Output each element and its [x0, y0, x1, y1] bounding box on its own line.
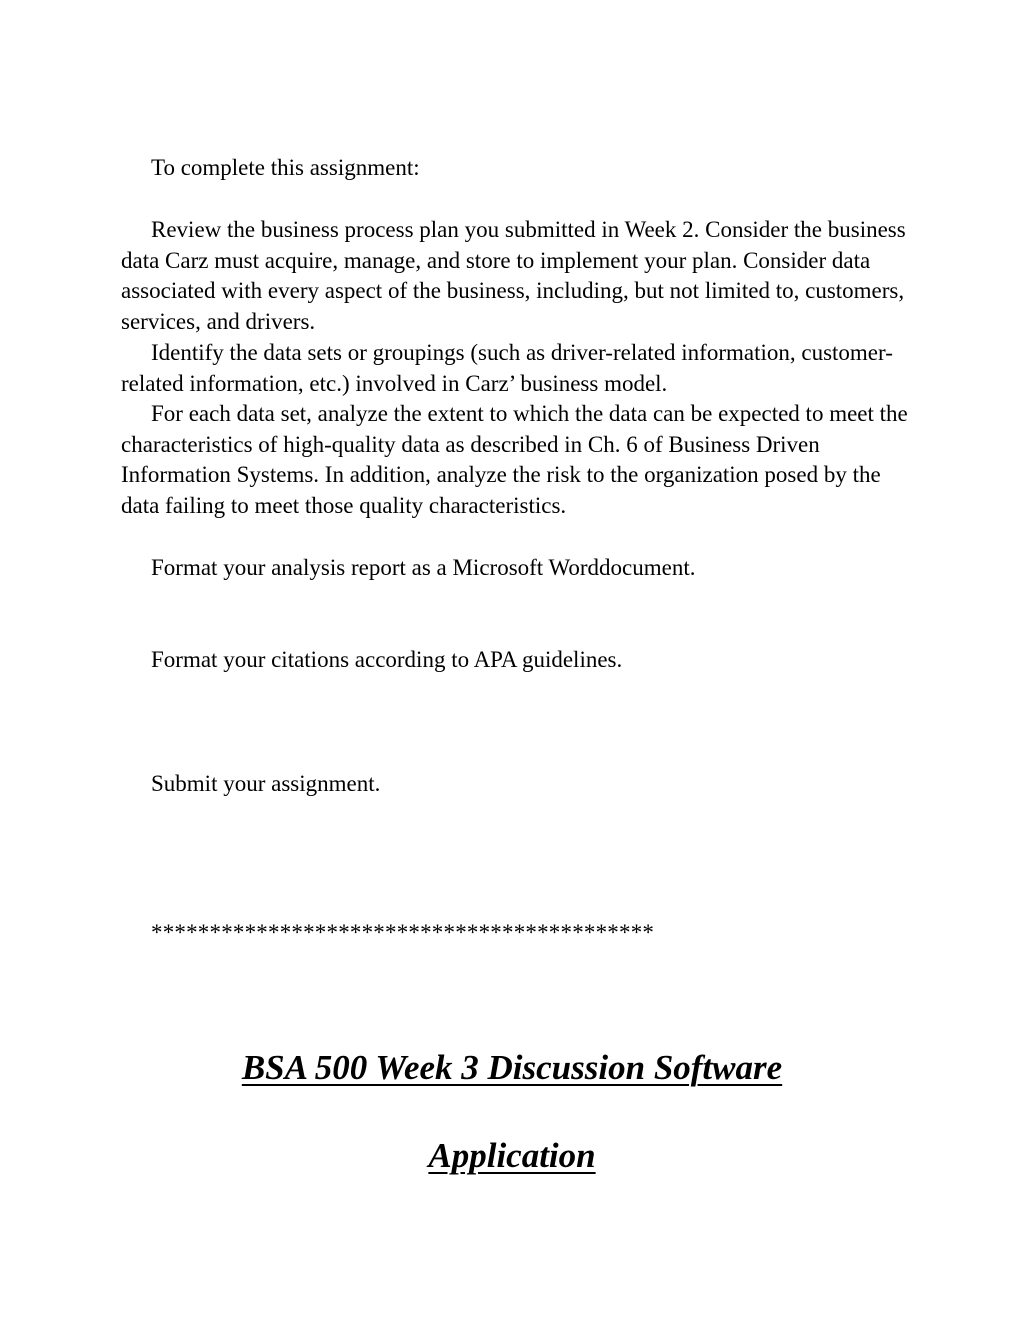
submit-line: Submit your assignment.	[151, 771, 381, 796]
section-heading-line-2: Application	[428, 1136, 596, 1175]
separator-asterisks: *******************************************	[151, 920, 655, 945]
section-heading-line-1: BSA 500 Week 3 Discussion Software	[241, 1048, 783, 1087]
paragraph-review-plan: Review the business process plan you submitted in Week 2. Consider the business data Carz must acquire, manage, and store to implement your plan. Consider data associated with every aspect of the business, including, but not limited to, customers, services, and drivers.	[121, 217, 906, 335]
paragraph-identify-data-sets: Identify the data sets or groupings (such as driver-related information, customer-related information, etc.) involved in Carz’ business model.	[121, 340, 893, 396]
paragraph-format-report: Format your analysis report as a Microsoft Worddocument.	[151, 555, 696, 580]
intro-line: To complete this assignment:	[151, 155, 420, 180]
paragraph-analyze-quality: For each data set, analyze the extent to which the data can be expected to meet the characteristics of high-quality data as described in Ch. 6 of Business Driven Information Systems. In addition, analyze the risk to the organization posed by the data failing to meet those quality characteristics.	[121, 401, 908, 519]
citations-line: Format your citations according to APA guidelines.	[151, 647, 623, 672]
